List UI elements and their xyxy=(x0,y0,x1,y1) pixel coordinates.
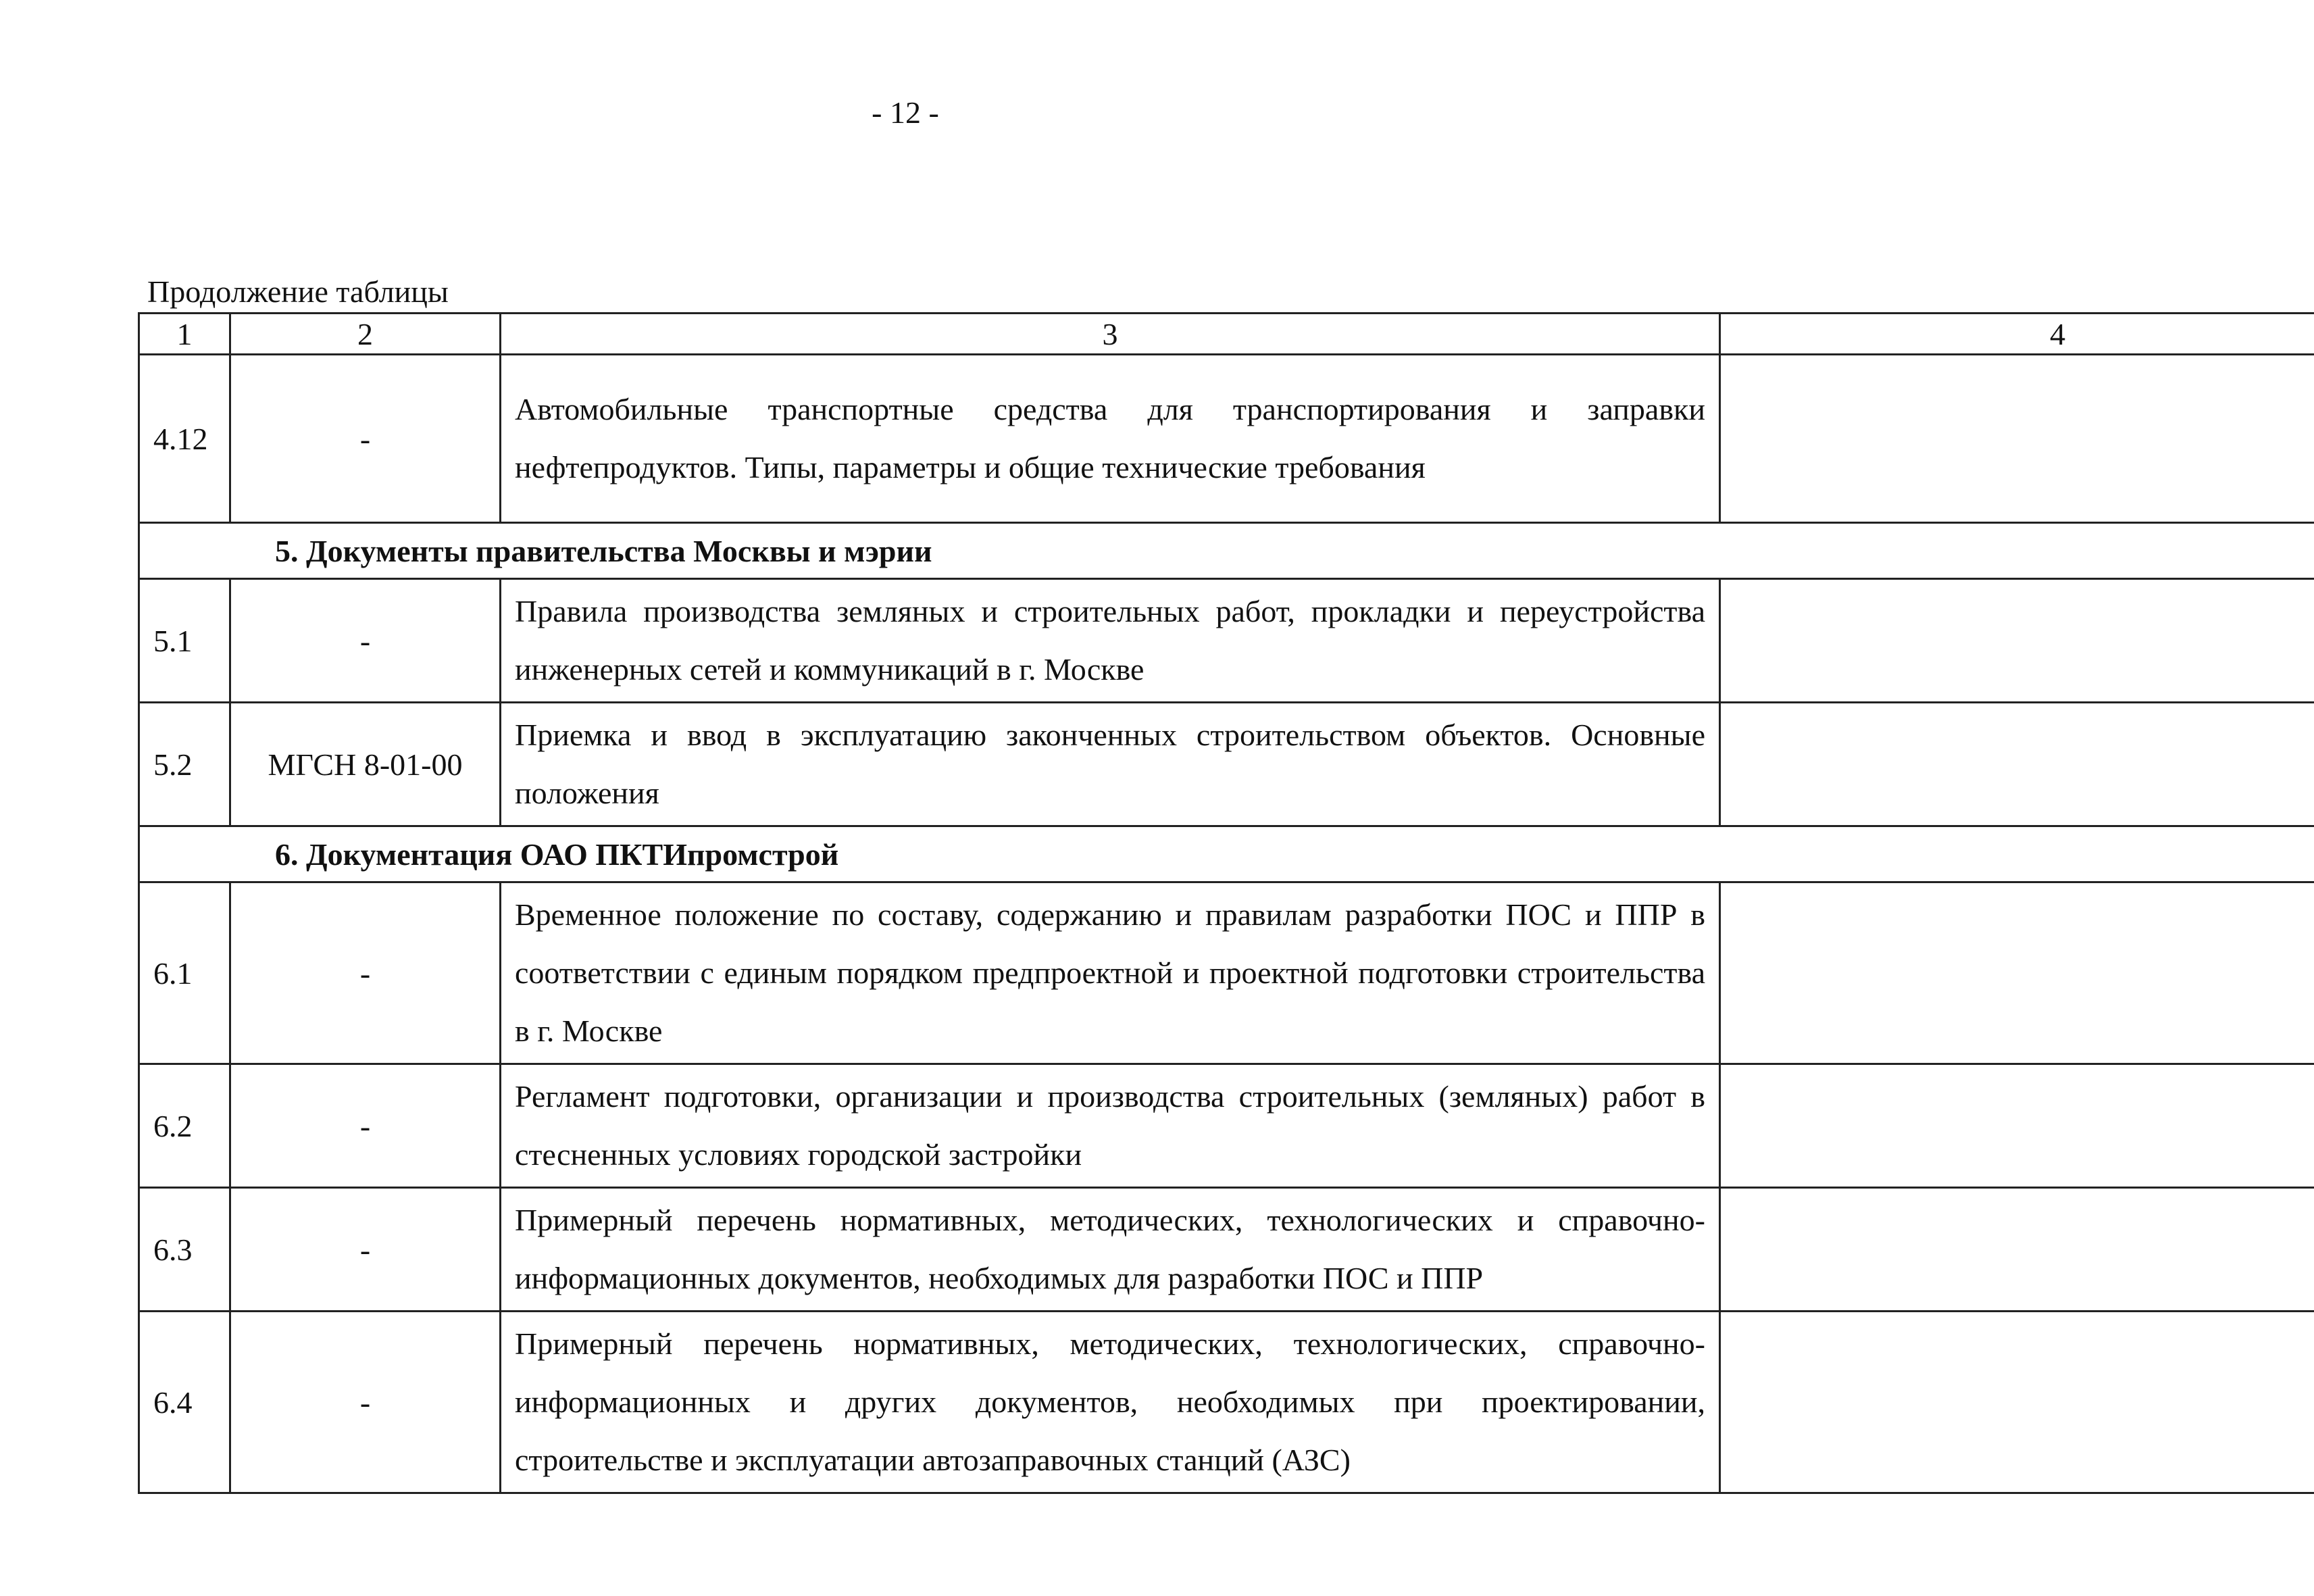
document-code: - xyxy=(230,1064,501,1188)
document-code: - xyxy=(230,882,501,1064)
table-row xyxy=(139,355,2314,523)
row-number: 5.2 xyxy=(139,703,230,826)
column-header-1: 1 xyxy=(139,314,230,355)
row-number: 6.2 xyxy=(139,1064,230,1188)
document-code: - xyxy=(230,579,501,703)
document-code: - xyxy=(230,355,501,523)
table-row xyxy=(139,882,2314,1064)
row-note xyxy=(1720,1312,2314,1493)
document-title: Регламент подготовки, организации и производства строительных (земляных) работ в стесненных условиях городской застройки xyxy=(501,1064,1720,1188)
row-number: 6.4 xyxy=(139,1312,230,1493)
row-note xyxy=(1720,1064,2314,1188)
document-code: МГСН 8-01-00 xyxy=(230,703,501,826)
row-note xyxy=(1720,579,2314,703)
column-header-2: 2 xyxy=(230,314,501,355)
documents-table xyxy=(138,312,2314,1494)
document-title: Примерный перечень нормативных, методических, технологических, справочно-информационных и других документов, необходимых при проектировании, строительстве и эксплуатации автозаправочных станций (АЗС) xyxy=(501,1312,1720,1493)
section-heading: 6. Документация ОАО ПКТИпромстрой xyxy=(139,826,2314,882)
document-code: - xyxy=(230,1312,501,1493)
table-row xyxy=(139,1312,2314,1493)
table-caption: Продолжение таблицы xyxy=(147,274,449,309)
page-number: - 12 - xyxy=(872,95,939,130)
document-code: - xyxy=(230,1188,501,1312)
row-note xyxy=(1720,355,2314,523)
document-title: Примерный перечень нормативных, методических, технологических и справочно-информационных документов, необходимых для разработки ПОС и ППР xyxy=(501,1188,1720,1312)
row-note xyxy=(1720,1188,2314,1312)
section-heading: 5. Документы правительства Москвы и мэрии xyxy=(139,523,2314,579)
row-note xyxy=(1720,882,2314,1064)
document-title: Автомобильные транспортные средства для транспортирования и заправки нефтепродуктов. Типы, параметры и общие технические требования xyxy=(501,355,1720,523)
table-header-row xyxy=(139,314,2314,355)
column-header-3: 3 xyxy=(501,314,1720,355)
section-row xyxy=(139,523,2314,579)
row-number: 6.3 xyxy=(139,1188,230,1312)
row-number: 4.12 xyxy=(139,355,230,523)
column-header-4: 4 xyxy=(1720,314,2314,355)
row-note xyxy=(1720,703,2314,826)
table-row xyxy=(139,579,2314,703)
row-number: 5.1 xyxy=(139,579,230,703)
table-row xyxy=(139,1064,2314,1188)
document-title: Временное положение по составу, содержанию и правилам разработки ПОС и ППР в соответствии с единым порядком предпроектной и проектной подготовки строительства в г. Москве xyxy=(501,882,1720,1064)
document-title: Правила производства земляных и строительных работ, прокладки и переустройства инженерных сетей и коммуникаций в г. Москве xyxy=(501,579,1720,703)
section-row xyxy=(139,826,2314,882)
document-title: Приемка и ввод в эксплуатацию законченных строительством объектов. Основные положения xyxy=(501,703,1720,826)
row-number: 6.1 xyxy=(139,882,230,1064)
table-row xyxy=(139,703,2314,826)
table-row xyxy=(139,1188,2314,1312)
